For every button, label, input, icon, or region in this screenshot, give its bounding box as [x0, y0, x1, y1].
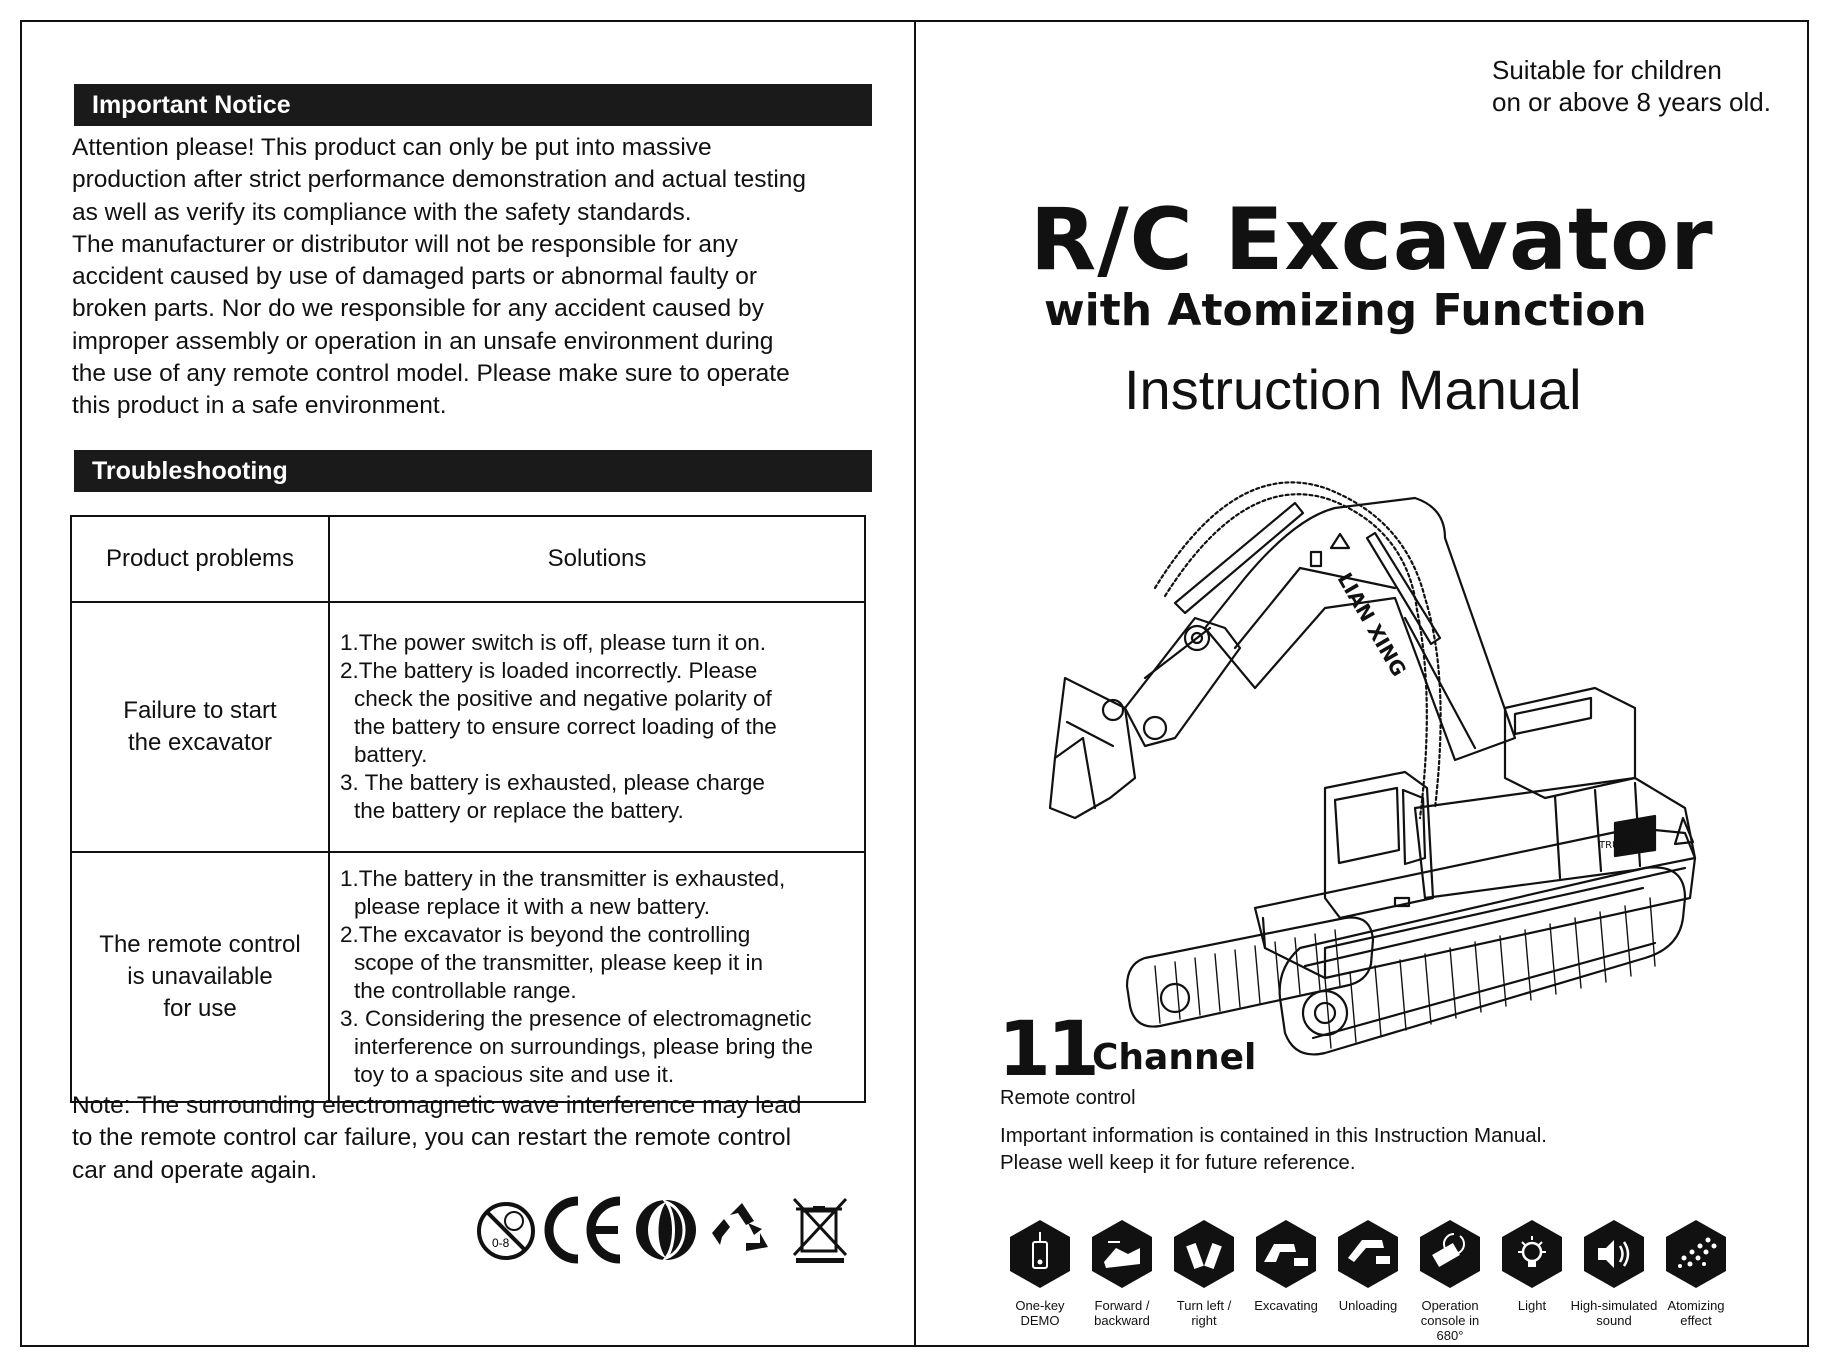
feature-label-line: High-simulated [1570, 1298, 1658, 1313]
excavator-illustration [995, 478, 1715, 1118]
troubleshooting-table [70, 515, 866, 1103]
feature-label [1078, 1298, 1166, 1328]
demo-icon [1004, 1218, 1076, 1290]
notice-line: this product in a safe environment. [72, 392, 447, 420]
feature-label-line: One-key [1015, 1298, 1065, 1313]
feature-demo [996, 1218, 1084, 1328]
column-header-solutions: Solutions [329, 516, 865, 602]
feature-label [1652, 1298, 1740, 1328]
notice-line: accident caused by use of damaged parts or abnormal faulty or [72, 263, 758, 291]
solution-line: the controllable range. [354, 978, 577, 1003]
age-line: Suitable for children [1492, 55, 1722, 85]
feature-atomizing [1652, 1218, 1740, 1328]
column-header-problems: Product problems [71, 516, 329, 602]
feature-label [996, 1298, 1084, 1328]
feature-label [1570, 1298, 1658, 1328]
age-line: on or above 8 years old. [1492, 87, 1771, 117]
table-row [71, 852, 865, 1102]
troubleshooting-heading: Troubleshooting [74, 450, 872, 492]
solution-line: toy to a spacious site and use it. [354, 1062, 675, 1087]
note-line: car and operate again. [72, 1156, 318, 1184]
important-notice-text [72, 132, 892, 423]
solution-cell [329, 852, 865, 1102]
manual-info-text [1000, 1122, 1547, 1176]
light-icon [1496, 1218, 1568, 1290]
note-line: Note: The surrounding electromagnetic wave interference may lead [72, 1092, 802, 1119]
solution-line: 2.The battery is loaded incorrectly. Please [340, 658, 758, 683]
solution-line: 1.The power switch is off, please turn it on. [340, 630, 767, 655]
problem-cell [71, 852, 329, 1102]
channel-label: Channel [1092, 1037, 1257, 1078]
green-dot-icon [636, 1200, 696, 1260]
feature-unloading [1324, 1218, 1412, 1313]
solution-line: 2.The excavator is beyond the controlling [340, 922, 751, 947]
atomizing-icon [1660, 1218, 1732, 1290]
feature-label [1324, 1298, 1412, 1313]
feature-label-line: backward [1094, 1313, 1150, 1328]
feature-light [1488, 1218, 1576, 1313]
feature-turn [1160, 1218, 1248, 1328]
feature-icons-row [996, 1218, 1736, 1343]
unloading-icon [1332, 1218, 1404, 1290]
feature-label-line: DEMO [1020, 1313, 1060, 1328]
page-divider [914, 20, 916, 1347]
important-notice-heading: Important Notice [74, 84, 872, 126]
turn-icon [1168, 1218, 1240, 1290]
problem-cell [71, 602, 329, 852]
notice-line: the use of any remote control model. Please make sure to operate [72, 360, 790, 388]
feature-label-line: effect [1680, 1313, 1712, 1328]
info-line: Please well keep it for future reference. [1000, 1151, 1356, 1174]
solution-line: the battery or replace the battery. [354, 798, 684, 823]
feature-sound [1570, 1218, 1658, 1328]
note-line: to the remote control car failure, you can restart the remote control [72, 1124, 792, 1152]
certification-marks [470, 1185, 860, 1265]
forward-backward-icon [1086, 1218, 1158, 1290]
table-row [71, 602, 865, 852]
solution-line: check the positive and negative polarity of [354, 686, 772, 711]
feature-excavating [1242, 1218, 1330, 1313]
feature-label-line: Atomizing [1667, 1298, 1725, 1313]
feature-label-line: Light [1517, 1298, 1547, 1313]
feature-label-line: Unloading [1338, 1298, 1398, 1313]
feature-label-line: Operation [1421, 1298, 1479, 1313]
solution-line: battery. [354, 742, 428, 767]
recycle-icon [712, 1203, 768, 1251]
age-suitability-text [1492, 54, 1771, 118]
problem-line: is unavailable [127, 963, 273, 990]
feature-label [1242, 1298, 1330, 1313]
solution-line: the battery to ensure correct loading of the [354, 714, 777, 739]
excavating-icon [1250, 1218, 1322, 1290]
problem-line: the excavator [127, 729, 273, 756]
sound-icon [1578, 1218, 1650, 1290]
feature-console [1406, 1218, 1494, 1343]
console-icon [1414, 1218, 1486, 1290]
feature-label [1406, 1298, 1494, 1343]
feature-label [1160, 1298, 1248, 1328]
product-subtitle: with Atomizing Function [1044, 285, 1647, 336]
problem-line: The remote control [99, 931, 301, 958]
notice-line: improper assembly or operation in an unsafe environment during [72, 327, 774, 355]
problem-line: Failure to start [123, 697, 277, 724]
ce-mark-icon [549, 1201, 620, 1259]
table-header-row [71, 516, 865, 602]
solution-line: 1.The battery in the transmitter is exhausted, [340, 866, 786, 891]
svg-text:TRUCK: TRUCK [1599, 840, 1633, 851]
notice-line: production after strict performance demonstration and actual testing [72, 166, 807, 194]
solution-line: scope of the transmitter, please keep it in [354, 950, 763, 975]
remote-control-label: Remote control [1000, 1087, 1136, 1109]
info-line: Important information is contained in this Instruction Manual. [1000, 1124, 1547, 1147]
age-warning-icon [479, 1204, 533, 1258]
notice-line: Attention please! This product can only be put into massive [72, 134, 712, 161]
notice-line: as well as verify its compliance with the safety standards. [72, 198, 692, 226]
feature-label-line: sound [1596, 1313, 1632, 1328]
note-text [72, 1090, 892, 1187]
problem-line: for use [163, 995, 237, 1022]
manual-title: Instruction Manual [1124, 358, 1582, 421]
feature-label-line: Forward / [1094, 1298, 1150, 1313]
feature-label-line: Excavating [1254, 1298, 1318, 1313]
notice-line: broken parts. Nor do we responsible for any accident caused by [72, 295, 764, 323]
svg-text:LIAN XING: LIAN XING [1332, 568, 1412, 681]
channel-number: 11 [998, 1004, 1096, 1093]
solution-line: please replace it with a new battery. [354, 894, 711, 919]
product-title: R/C Excavator [1030, 190, 1714, 290]
weee-bin-icon [794, 1199, 846, 1263]
feature-label-line: console in 680° [1420, 1313, 1480, 1343]
feature-forward-backward [1078, 1218, 1166, 1328]
notice-line: The manufacturer or distributor will not be responsible for any [72, 230, 738, 258]
solution-line: 3. Considering the presence of electromagnetic [340, 1006, 812, 1031]
solution-cell [329, 602, 865, 852]
feature-label [1488, 1298, 1576, 1313]
svg-text:0-8: 0-8 [492, 1236, 510, 1250]
feature-label-line: right [1191, 1313, 1217, 1328]
feature-label-line: Turn left / [1176, 1298, 1232, 1313]
solution-line: 3. The battery is exhausted, please charge [340, 770, 765, 795]
solution-line: interference on surroundings, please bring the [354, 1034, 814, 1059]
